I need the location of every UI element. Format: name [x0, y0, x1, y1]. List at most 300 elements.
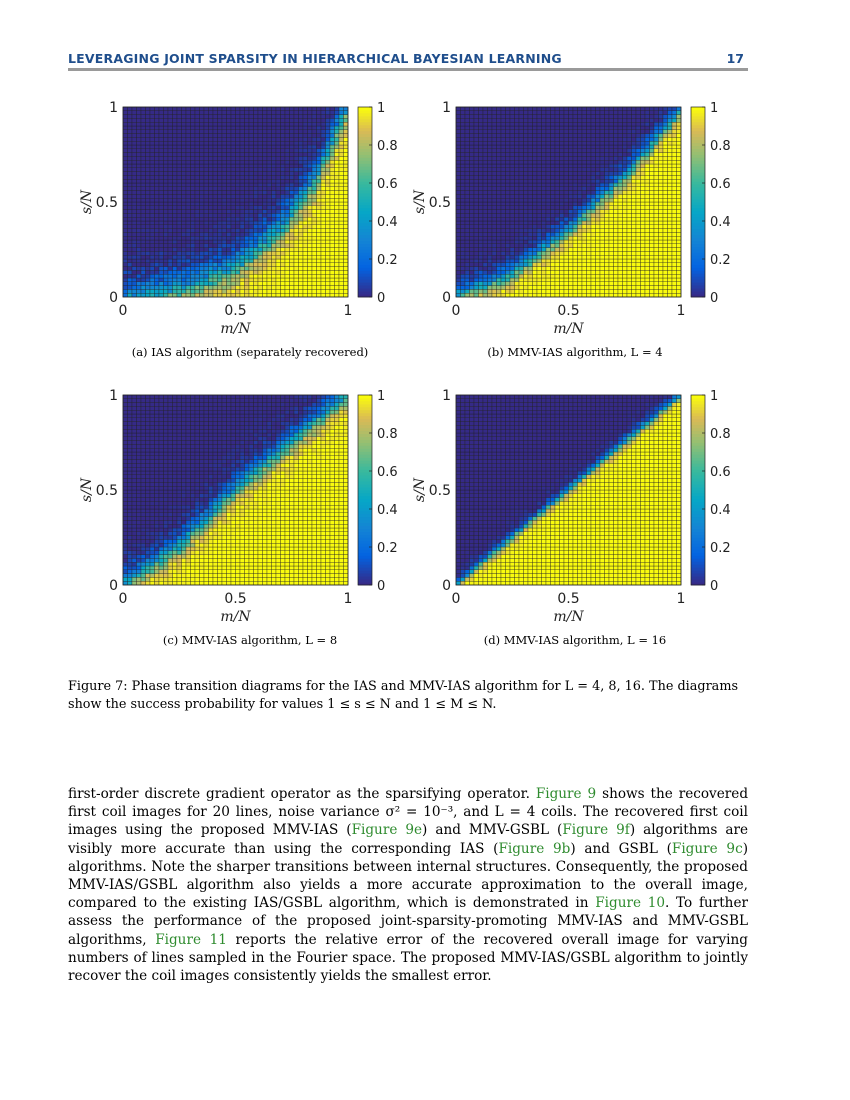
heatmap-cell — [627, 145, 632, 149]
heatmap-cell — [542, 286, 547, 290]
heatmap-cell — [146, 225, 151, 229]
heatmap-cell — [645, 202, 650, 206]
heatmap-cell — [164, 236, 169, 240]
heatmap-cell — [209, 225, 214, 229]
heatmap-cell — [159, 137, 164, 141]
heatmap-cell — [276, 175, 281, 179]
heatmap-cell — [524, 282, 529, 286]
heatmap-cell — [254, 168, 259, 172]
heatmap-cell — [245, 175, 250, 179]
heatmap-cell — [186, 221, 191, 225]
heatmap-cell — [303, 134, 308, 138]
heatmap-cell — [506, 115, 511, 119]
heatmap-cell — [173, 229, 178, 233]
heatmap-cell — [528, 255, 533, 259]
heatmap-cell — [555, 255, 560, 259]
heatmap-cell — [492, 278, 497, 282]
heatmap-cell — [659, 164, 664, 168]
heatmap-cell — [150, 187, 155, 191]
heatmap-cell — [578, 286, 583, 290]
heatmap-cell — [299, 141, 304, 145]
heatmap-cell — [596, 263, 601, 267]
heatmap-cell — [668, 153, 673, 157]
heatmap-cell — [515, 259, 520, 263]
heatmap-cell — [627, 115, 632, 119]
heatmap-cell — [299, 248, 304, 252]
heatmap-cell — [560, 156, 565, 160]
heatmap-cell — [281, 259, 286, 263]
heatmap-cell — [659, 156, 664, 160]
heatmap-cell — [483, 145, 488, 149]
heatmap-cell — [146, 198, 151, 202]
heatmap-cell — [465, 270, 470, 274]
heatmap-cell — [299, 225, 304, 229]
heatmap-cell — [519, 111, 524, 115]
heatmap-cell — [465, 217, 470, 221]
heatmap-cell — [600, 293, 605, 297]
heatmap-cell — [515, 168, 520, 172]
heatmap-cell — [654, 194, 659, 198]
heatmap-cell — [339, 210, 344, 214]
heatmap-cell — [551, 111, 556, 115]
heatmap-cell — [582, 141, 587, 145]
heatmap-cell — [542, 172, 547, 176]
heatmap-cell — [132, 225, 137, 229]
heatmap-cell — [663, 172, 668, 176]
heatmap-cell — [533, 202, 538, 206]
heatmap-cell — [627, 111, 632, 115]
heatmap-cell — [218, 107, 223, 111]
heatmap-cell — [533, 259, 538, 263]
heatmap-cell — [177, 111, 182, 115]
heatmap-cell — [330, 149, 335, 153]
heatmap-cell — [587, 225, 592, 229]
heatmap-cell — [551, 282, 556, 286]
heatmap-cell — [123, 183, 128, 187]
heatmap-cell — [303, 282, 308, 286]
heatmap-cell — [281, 274, 286, 278]
heatmap-cell — [465, 251, 470, 255]
heatmap-cell — [299, 274, 304, 278]
heatmap-cell — [659, 115, 664, 119]
heatmap-cell — [528, 225, 533, 229]
heatmap-cell — [524, 145, 529, 149]
heatmap-cell — [623, 236, 628, 240]
heatmap-cell — [636, 168, 641, 172]
heatmap-cell — [285, 270, 290, 274]
heatmap-cell — [213, 293, 218, 297]
heatmap-cell — [519, 240, 524, 244]
heatmap-cell — [492, 202, 497, 206]
heatmap-cell — [663, 255, 668, 259]
heatmap-cell — [132, 244, 137, 248]
heatmap-cell — [488, 248, 493, 252]
heatmap-cell — [312, 126, 317, 130]
heatmap-cell — [555, 248, 560, 252]
heatmap-cell — [173, 232, 178, 236]
heatmap-cell — [542, 259, 547, 263]
heatmap-cell — [614, 244, 619, 248]
heatmap-cell — [168, 248, 173, 252]
heatmap-cell — [560, 111, 565, 115]
heatmap-cell — [672, 145, 677, 149]
heatmap-cell — [474, 202, 479, 206]
heatmap-cell — [654, 248, 659, 252]
heatmap-cell — [645, 255, 650, 259]
heatmap-cell — [614, 263, 619, 267]
heatmap-cell — [146, 156, 151, 160]
heatmap-cell — [290, 118, 295, 122]
heatmap-cell — [200, 293, 205, 297]
heatmap-cell — [218, 255, 223, 259]
heatmap-cell — [555, 293, 560, 297]
heatmap-cell — [537, 267, 542, 271]
heatmap-cell — [294, 229, 299, 233]
heatmap-cell — [470, 145, 475, 149]
heatmap-cell — [281, 153, 286, 157]
heatmap-cell — [263, 137, 268, 141]
heatmap-cell — [663, 130, 668, 134]
heatmap-cell — [668, 274, 673, 278]
heatmap-cell — [492, 145, 497, 149]
heatmap-cell — [591, 183, 596, 187]
heatmap-cell — [303, 263, 308, 267]
heatmap-cell — [222, 168, 227, 172]
heatmap-cell — [560, 198, 565, 202]
heatmap-cell — [249, 175, 254, 179]
heatmap-cell — [551, 229, 556, 233]
heatmap-cell — [263, 278, 268, 282]
heatmap-cell — [573, 198, 578, 202]
heatmap-cell — [573, 293, 578, 297]
heatmap-cell — [281, 270, 286, 274]
heatmap-cell — [465, 255, 470, 259]
heatmap-cell — [173, 160, 178, 164]
heatmap-cell — [335, 263, 340, 267]
heatmap-cell — [186, 145, 191, 149]
heatmap-cell — [605, 134, 610, 138]
heatmap-cell — [465, 289, 470, 293]
heatmap-cell — [474, 240, 479, 244]
heatmap-cell — [560, 175, 565, 179]
heatmap-cell — [515, 274, 520, 278]
heatmap-cell — [272, 240, 277, 244]
heatmap-cell — [479, 145, 484, 149]
heatmap-cell — [456, 259, 461, 263]
heatmap-cell — [587, 202, 592, 206]
heatmap-cell — [168, 270, 173, 274]
heatmap-cell — [227, 248, 232, 252]
heatmap-cell — [654, 168, 659, 172]
heatmap-cell — [668, 118, 673, 122]
heatmap-cell — [290, 293, 295, 297]
heatmap-cell — [330, 164, 335, 168]
heatmap-cell — [614, 251, 619, 255]
heatmap-cell — [609, 210, 614, 214]
heatmap-cell — [231, 213, 236, 217]
heatmap-cell — [465, 202, 470, 206]
heatmap-cell — [632, 274, 637, 278]
heatmap-cell — [524, 251, 529, 255]
heatmap-cell — [645, 194, 650, 198]
heatmap-cell — [501, 278, 506, 282]
heatmap-cell — [614, 259, 619, 263]
heatmap-cell — [200, 145, 205, 149]
heatmap-cell — [254, 274, 259, 278]
heatmap-cell — [596, 183, 601, 187]
heatmap-cell — [483, 179, 488, 183]
heatmap-cell — [299, 164, 304, 168]
heatmap-cell — [159, 225, 164, 229]
heatmap-cell — [551, 236, 556, 240]
heatmap-cell — [339, 282, 344, 286]
heatmap-cell — [159, 213, 164, 217]
heatmap-cell — [555, 278, 560, 282]
heatmap-cell — [123, 145, 128, 149]
heatmap-cell — [335, 225, 340, 229]
heatmap-cell — [672, 118, 677, 122]
heatmap-cell — [645, 107, 650, 111]
heatmap-cell — [317, 115, 322, 119]
heatmap-cell — [303, 289, 308, 293]
heatmap-cell — [263, 164, 268, 168]
heatmap-cell — [240, 164, 245, 168]
heatmap-cell — [159, 122, 164, 126]
heatmap-cell — [276, 198, 281, 202]
heatmap-cell — [641, 156, 646, 160]
heatmap-cell — [141, 191, 146, 195]
heatmap-cell — [569, 202, 574, 206]
heatmap-cell — [150, 286, 155, 290]
heatmap-cell — [587, 263, 592, 267]
heatmap-cell — [294, 232, 299, 236]
heatmap-cell — [618, 191, 623, 195]
heatmap-cell — [339, 229, 344, 233]
heatmap-cell — [339, 198, 344, 202]
heatmap-cell — [510, 240, 515, 244]
heatmap-cell — [470, 221, 475, 225]
heatmap-cell — [569, 111, 574, 115]
heatmap-cell — [236, 259, 241, 263]
heatmap-cell — [672, 286, 677, 290]
heatmap-cell — [155, 282, 160, 286]
heatmap-cell — [537, 278, 542, 282]
heatmap-cell — [240, 289, 245, 293]
heatmap-cell — [128, 267, 133, 271]
heatmap-cell — [479, 229, 484, 233]
heatmap-cell — [240, 122, 245, 126]
heatmap-cell — [654, 274, 659, 278]
heatmap-cell — [312, 134, 317, 138]
heatmap-cell — [524, 267, 529, 271]
heatmap-cell — [173, 179, 178, 183]
heatmap-cell — [654, 126, 659, 130]
heatmap-cell — [182, 278, 187, 282]
heatmap-cell — [609, 270, 614, 274]
heatmap-cell — [168, 210, 173, 214]
heatmap-cell — [272, 130, 277, 134]
heatmap-cell — [299, 293, 304, 297]
heatmap-cell — [587, 293, 592, 297]
heatmap-cell — [659, 225, 664, 229]
heatmap-cell — [164, 168, 169, 172]
heatmap-cell — [555, 229, 560, 233]
heatmap-cell — [600, 232, 605, 236]
heatmap-cell — [195, 194, 200, 198]
heatmap-cell — [546, 225, 551, 229]
heatmap-cell — [497, 153, 502, 157]
heatmap-cell — [618, 213, 623, 217]
heatmap-cell — [191, 206, 196, 210]
heatmap-cell — [632, 156, 637, 160]
heatmap-cell — [627, 153, 632, 157]
heatmap-cell — [555, 164, 560, 168]
heatmap-cell — [182, 164, 187, 168]
heatmap-cell — [209, 255, 214, 259]
heatmap-cell — [339, 213, 344, 217]
heatmap-cell — [632, 126, 637, 130]
heatmap-cell — [627, 259, 632, 263]
heatmap-cell — [456, 293, 461, 297]
heatmap-cell — [587, 141, 592, 145]
heatmap-cell — [528, 236, 533, 240]
heatmap-cell — [204, 286, 209, 290]
heatmap-cell — [164, 206, 169, 210]
heatmap-cell — [573, 206, 578, 210]
heatmap-cell — [272, 183, 277, 187]
heatmap-cell — [623, 191, 628, 195]
heatmap-cell — [533, 183, 538, 187]
heatmap-cell — [555, 115, 560, 119]
heatmap-cell — [470, 282, 475, 286]
heatmap-cell — [186, 248, 191, 252]
heatmap-cell — [191, 267, 196, 271]
heatmap-cell — [231, 156, 236, 160]
heatmap-cell — [191, 255, 196, 259]
heatmap-cell — [209, 115, 214, 119]
heatmap-cell — [461, 168, 466, 172]
heatmap-cell — [479, 115, 484, 119]
heatmap-cell — [182, 156, 187, 160]
heatmap-cell — [213, 240, 218, 244]
heatmap-cell — [200, 134, 205, 138]
heatmap-cell — [564, 251, 569, 255]
heatmap-cell — [204, 164, 209, 168]
heatmap-cell — [636, 259, 641, 263]
heatmap-cell — [564, 244, 569, 248]
heatmap-cell — [492, 179, 497, 183]
heatmap-cell — [528, 175, 533, 179]
heatmap-cell — [159, 217, 164, 221]
heatmap-cell — [146, 289, 151, 293]
heatmap-cell — [587, 145, 592, 149]
heatmap-cell — [285, 286, 290, 290]
heatmap-cell — [578, 149, 583, 153]
heatmap-cell — [299, 130, 304, 134]
heatmap-cell — [510, 225, 515, 229]
heatmap-cell — [218, 232, 223, 236]
heatmap-cell — [326, 160, 331, 164]
heatmap-cell — [515, 164, 520, 168]
heatmap-cell — [276, 187, 281, 191]
heatmap-cell — [618, 137, 623, 141]
heatmap-cell — [290, 270, 295, 274]
heatmap-cell — [555, 263, 560, 267]
heatmap-cell — [132, 141, 137, 145]
heatmap-cell — [227, 206, 232, 210]
heatmap-cell — [474, 160, 479, 164]
heatmap-cell — [456, 111, 461, 115]
heatmap-cell — [618, 232, 623, 236]
heatmap-cell — [461, 263, 466, 267]
heatmap-cell — [537, 191, 542, 195]
heatmap-cell — [623, 248, 628, 252]
heatmap-cell — [663, 240, 668, 244]
heatmap-cell — [335, 194, 340, 198]
heatmap-cell — [501, 267, 506, 271]
heatmap-cell — [150, 194, 155, 198]
heatmap-cell — [195, 293, 200, 297]
heatmap-cell — [605, 240, 610, 244]
heatmap-cell — [627, 172, 632, 176]
heatmap-cell — [249, 217, 254, 221]
heatmap-cell — [137, 175, 142, 179]
heatmap-cell — [173, 194, 178, 198]
heatmap-cell — [618, 141, 623, 145]
heatmap-cell — [303, 130, 308, 134]
heatmap-cell — [632, 149, 637, 153]
heatmap-cell — [641, 191, 646, 195]
heatmap-cell — [303, 115, 308, 119]
heatmap-cell — [578, 225, 583, 229]
heatmap-cell — [560, 153, 565, 157]
heatmap-cell — [218, 248, 223, 252]
heatmap-cell — [303, 221, 308, 225]
heatmap-cell — [164, 248, 169, 252]
heatmap-cell — [164, 213, 169, 217]
heatmap-cell — [312, 115, 317, 119]
heatmap-cell — [546, 107, 551, 111]
heatmap-cell — [213, 145, 218, 149]
heatmap-cell — [191, 240, 196, 244]
heatmap-cell — [312, 164, 317, 168]
heatmap-cell — [155, 126, 160, 130]
heatmap-cell — [672, 229, 677, 233]
heatmap-cell — [659, 160, 664, 164]
heatmap-cell — [501, 244, 506, 248]
heatmap-cell — [542, 153, 547, 157]
heatmap-cell — [308, 286, 313, 290]
heatmap-cell — [299, 286, 304, 290]
heatmap-cell — [533, 191, 538, 195]
heatmap-cell — [551, 248, 556, 252]
heatmap-cell — [636, 225, 641, 229]
heatmap-cell — [555, 153, 560, 157]
heatmap-cell — [533, 172, 538, 176]
heatmap-cell — [492, 240, 497, 244]
heatmap-cell — [335, 149, 340, 153]
heatmap-cell — [650, 278, 655, 282]
heatmap-cell — [312, 232, 317, 236]
heatmap-cell — [596, 145, 601, 149]
heatmap-cell — [497, 282, 502, 286]
heatmap-cell — [281, 149, 286, 153]
heatmap-cell — [150, 137, 155, 141]
heatmap-cell — [564, 122, 569, 126]
heatmap-cell — [515, 236, 520, 240]
heatmap-cell — [632, 248, 637, 252]
heatmap-cell — [326, 270, 331, 274]
